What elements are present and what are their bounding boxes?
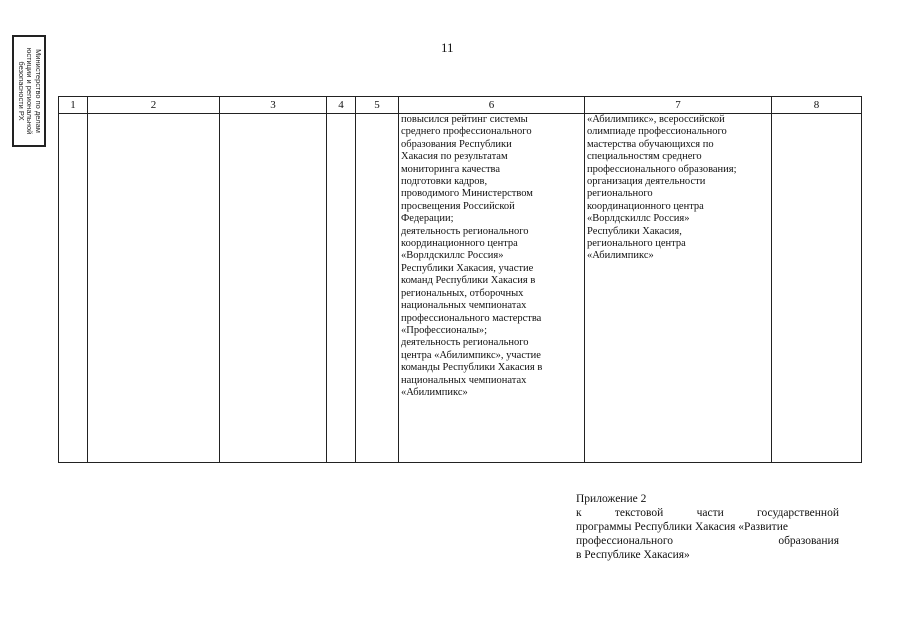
header-col-8: 8 bbox=[772, 97, 862, 114]
cell-text-line: «Профессионалы»; bbox=[401, 324, 488, 336]
cell-col-3 bbox=[220, 114, 327, 463]
cell-text-line: просвещения Российской bbox=[401, 200, 515, 212]
appendix-line-2: программы Республики Хакасия «Развитие bbox=[576, 521, 788, 533]
cell-col-7 bbox=[585, 114, 772, 463]
cell-text-line: национальных чемпионатах bbox=[401, 300, 527, 312]
page-number: 11 bbox=[441, 40, 454, 55]
header-col-4: 4 bbox=[327, 97, 356, 114]
cell-col-4 bbox=[327, 114, 356, 463]
cell-col-8 bbox=[772, 114, 862, 463]
header-col-7: 7 bbox=[585, 97, 772, 114]
cell-text-line: олимпиаде профессионального bbox=[587, 126, 727, 138]
header-col-1: 1 bbox=[59, 97, 88, 114]
appendix-line-4: в Республике Хакасия» bbox=[576, 549, 690, 561]
cell-text-line: «Ворлдскиллс Россия» bbox=[401, 250, 504, 262]
cell-text-line: образования Республики bbox=[401, 138, 512, 150]
cell-text-line: «Абилимпикс» bbox=[587, 250, 654, 262]
cell-text-line: проводимого Министерством bbox=[401, 188, 533, 200]
cell-text-line: центра «Абилимпикс», участие bbox=[401, 349, 541, 361]
cell-text-line: мастерства обучающихся по bbox=[587, 138, 714, 150]
cell-text-line: «Абилимпикс», всероссийской bbox=[587, 114, 725, 125]
stamp-text: Министерство по делам юстиции и региональной безопасности РХ bbox=[16, 47, 43, 135]
appendix-line-1: к текстовой части государственной bbox=[576, 507, 839, 519]
cell-text-line: деятельность регионального bbox=[401, 337, 529, 349]
cell-col-5 bbox=[356, 114, 399, 463]
cell-text-line: среднего профессионального bbox=[401, 126, 532, 138]
cell-text-line: подготовки кадров, bbox=[401, 176, 488, 188]
cell-text-line: «Ворлдскиллс Россия» bbox=[587, 213, 690, 225]
appendix-title: Приложение 2 bbox=[576, 493, 647, 505]
cell-text-line: профессионального мастерства bbox=[401, 312, 542, 324]
cell-text-line: Республики Хакасия, bbox=[587, 225, 682, 237]
cell-col-1 bbox=[59, 114, 88, 463]
cell-col-6-lines bbox=[401, 114, 582, 399]
cell-text-line: национальных чемпионатах bbox=[401, 374, 527, 386]
cell-text-line: регионального центра bbox=[587, 238, 686, 250]
cell-text-line: команд Республики Хакасия в bbox=[401, 275, 536, 287]
cell-col-2 bbox=[88, 114, 220, 463]
cell-text-line: «Абилимпикс» bbox=[401, 386, 468, 398]
cell-text-line: специальностям среднего bbox=[587, 151, 702, 163]
table-row bbox=[59, 114, 862, 463]
cell-text-line: регионального bbox=[587, 188, 653, 200]
cell-text-line: профессионального образования; bbox=[587, 163, 737, 175]
cell-col-6 bbox=[399, 114, 585, 463]
header-col-2: 2 bbox=[88, 97, 220, 114]
header-col-6: 6 bbox=[399, 97, 585, 114]
program-table bbox=[58, 96, 862, 463]
cell-text-line: Хакасия по результатам bbox=[401, 151, 508, 163]
header-row bbox=[59, 97, 862, 114]
appendix-caption bbox=[576, 492, 839, 562]
cell-text-line: мониторинга качества bbox=[401, 163, 501, 175]
cell-text-line: координационного центра bbox=[401, 238, 518, 250]
cell-text-line: Республики Хакасия, участие bbox=[401, 262, 534, 274]
cell-text-line: организация деятельности bbox=[587, 176, 706, 188]
registration-stamp bbox=[12, 35, 46, 147]
header-col-5: 5 bbox=[356, 97, 399, 114]
cell-text-line: повысился рейтинг системы bbox=[401, 114, 528, 125]
cell-text-line: деятельность регионального bbox=[401, 225, 529, 237]
cell-text-line: координационного центра bbox=[587, 200, 704, 212]
cell-text-line: команды Республики Хакасия в bbox=[401, 362, 543, 374]
cell-text-line: Федерации; bbox=[401, 213, 454, 225]
appendix-line-3: профессионального образования bbox=[576, 535, 839, 547]
cell-col-7-lines bbox=[587, 114, 769, 263]
cell-text-line: региональных, отборочных bbox=[401, 287, 524, 299]
header-col-3: 3 bbox=[220, 97, 327, 114]
